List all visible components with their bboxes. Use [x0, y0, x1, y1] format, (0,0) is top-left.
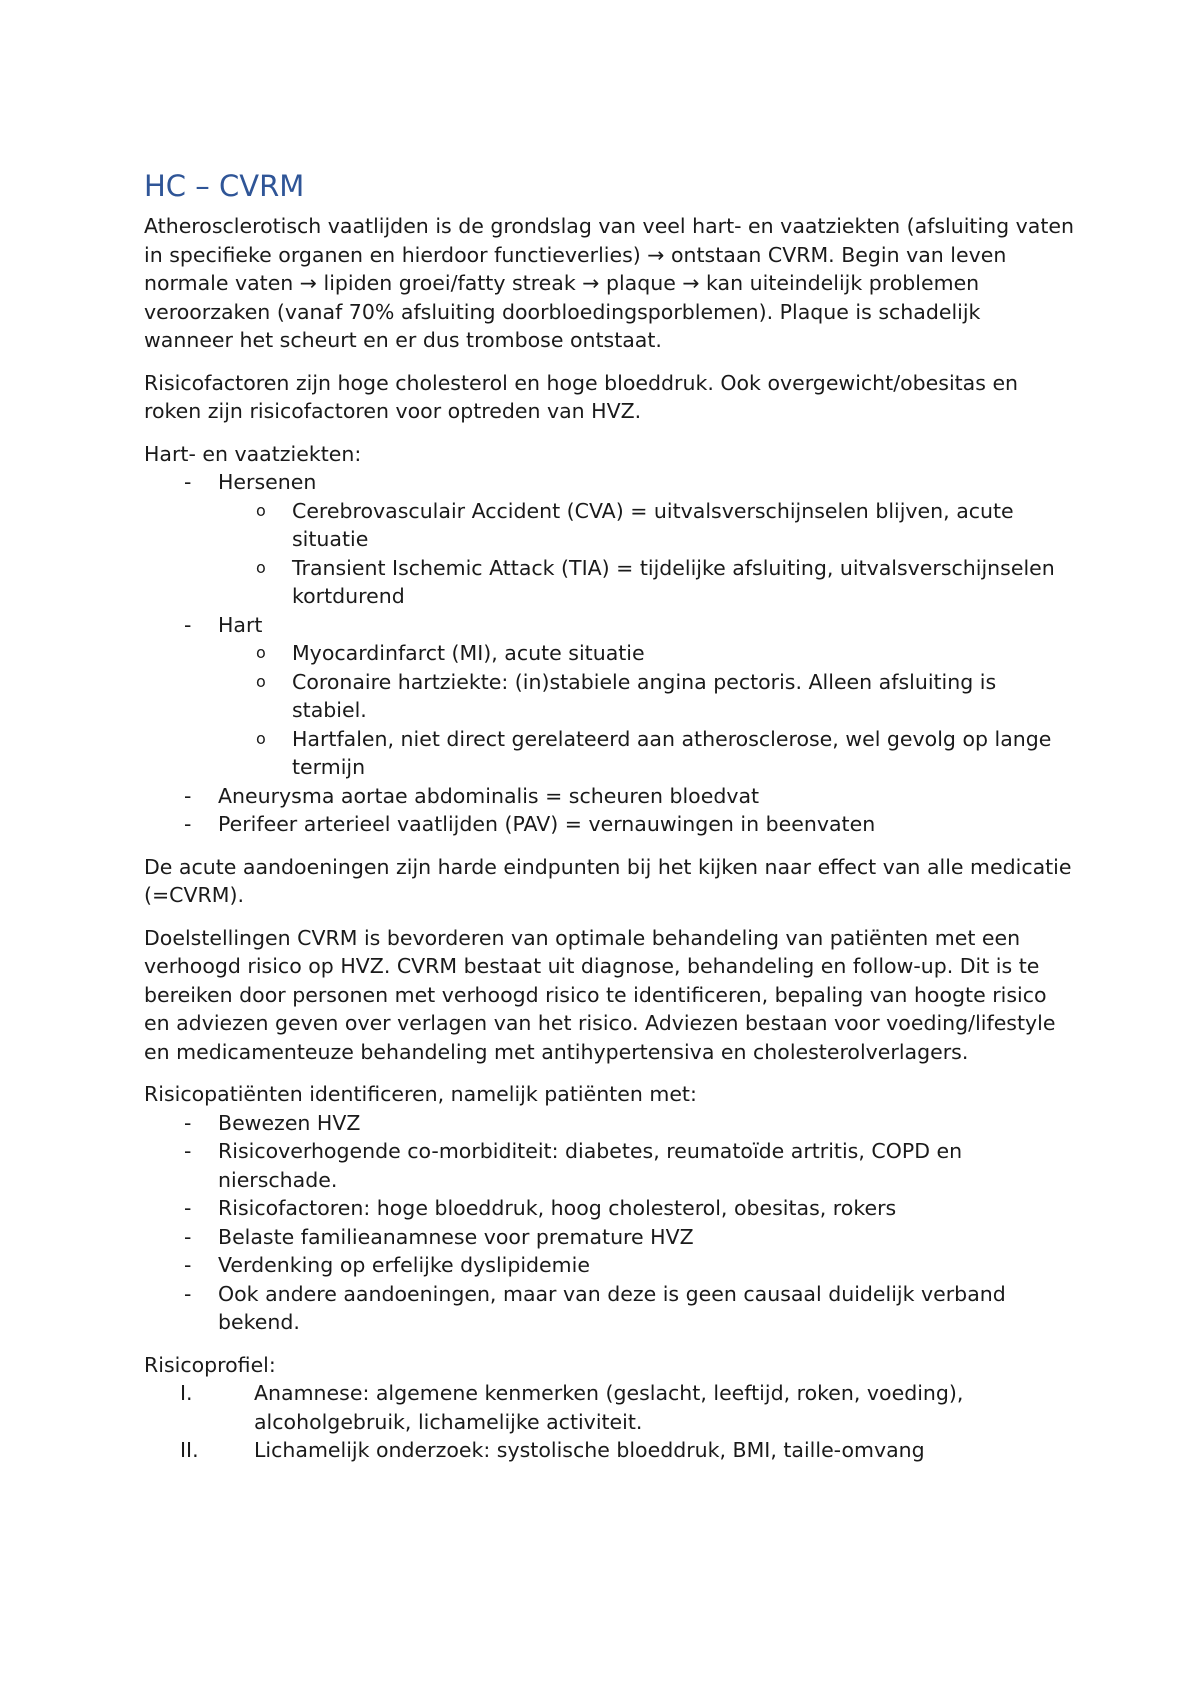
- circle-bullet: o: [256, 728, 266, 748]
- sub-list-wrapper: [144, 639, 1074, 782]
- dash-bullet: -: [184, 470, 192, 494]
- risk-profile-list: [144, 1379, 1074, 1465]
- circle-bullet: o: [256, 557, 266, 577]
- list-item: [144, 611, 1074, 640]
- list-item: [144, 810, 1074, 839]
- list-item-text: Myocardinfarct (MI), acute situatie: [292, 641, 645, 665]
- list-item-text: Transient Ischemic Attack (TIA) = tijdelijke afsluiting, uitvalsverschijnselen kortdurend: [292, 555, 1055, 608]
- circle-bullet: o: [256, 671, 266, 691]
- list-item-text: Verdenking op erfelijke dyslipidemie: [218, 1253, 590, 1277]
- dash-bullet: -: [184, 1110, 192, 1135]
- dash-bullet: -: [184, 1281, 192, 1306]
- dash-bullet: -: [184, 612, 192, 637]
- dash-bullet: -: [184, 783, 192, 808]
- list-item: [144, 1280, 1074, 1337]
- intro-paragraph: Atherosclerotisch vaatlijden is de grondslag van veel hart- en vaatziekten (afsluiting vaten in specifieke organen en hierdoor functieverlies) → ontstaan CVRM. Begin van leven normale vaten → lipiden groei/fatty streak → plaque → kan uiteindelijk problemen veroorzaken (vanaf 70% afsluiting doorbloedingsporblemen). Plaque is schadelijk wanneer het scheurt en er dus trombose ontstaat.: [144, 214, 1075, 352]
- list-item-text: Hersenen: [218, 470, 317, 494]
- list-item-text: Bewezen HVZ: [218, 1110, 361, 1135]
- acute-conditions-paragraph: De acute aandoeningen zijn harde eindpunten bij het kijken naar effect van alle medicatie (=CVRM).: [144, 854, 1072, 907]
- list-item: [144, 497, 1074, 554]
- list-item-text: Hart: [218, 612, 263, 637]
- list-item: [144, 782, 1074, 811]
- list-item: [144, 1194, 1074, 1223]
- list-item-text: Risicoverhogende co-morbiditeit: diabetes, reumatoïde artritis, COPD en nierschade.: [218, 1139, 963, 1192]
- hersenen-sub-list: [144, 497, 1074, 611]
- list-item: [144, 1223, 1074, 1252]
- list-item-text: Lichamelijk onderzoek: systolische bloeddruk, BMI, taille-omvang: [254, 1438, 925, 1462]
- list-item: [144, 554, 1074, 611]
- hart-sub-list: [144, 639, 1074, 782]
- list-item-text: Coronaire hartziekte: (in)stabiele angina pectoris. Alleen afsluiting is stabiel.: [292, 669, 997, 722]
- dash-bullet: -: [184, 1196, 192, 1220]
- list-item: [144, 668, 1074, 725]
- circle-bullet: o: [256, 500, 266, 520]
- list-item: [144, 468, 1074, 497]
- list-item: [144, 1109, 1074, 1138]
- list-item: [144, 1436, 1074, 1465]
- list-item: [144, 639, 1074, 668]
- list-item: [144, 725, 1074, 782]
- sub-list-wrapper: [144, 497, 1074, 611]
- dash-bullet: -: [184, 1253, 192, 1277]
- goals-paragraph: Doelstellingen CVRM is bevorderen van optimale behandeling van patiënten met een verhoogd risico op HVZ. CVRM bestaat uit diagnose, behandeling en follow-up. Dit is te bereiken door personen met verhoogd risico te identificeren, bepaling van hoogte risico en adviezen geven over verlagen van het risico. Adviezen bestaan voor voeding/lifestyle en medicamenteuze behandeling met antihypertensiva en cholesterolverlagers.: [144, 925, 1056, 1064]
- list-item: [144, 1379, 1074, 1436]
- dash-bullet: -: [184, 1224, 192, 1249]
- list-item-text: Perifeer arterieel vaatlijden (PAV) = vernauwingen in beenvaten: [218, 812, 876, 836]
- dash-bullet: -: [184, 1139, 192, 1163]
- list-item-text: Ook andere aandoeningen, maar van deze is geen causaal duidelijk verband bekend.: [218, 1281, 1006, 1334]
- list-item-text: Cerebrovasculair Accident (CVA) = uitvalsverschijnselen blijven, acute situatie: [292, 498, 1014, 551]
- list-item-text: Aneurysma aortae abdominalis = scheuren bloedvat: [218, 783, 760, 808]
- list-item: [144, 1137, 1074, 1194]
- circle-bullet: o: [256, 643, 266, 662]
- hvz-heading: Hart- en vaatziekten:: [144, 441, 362, 466]
- risk-profile-heading: Risicoprofiel:: [144, 1352, 276, 1377]
- risk-patients-list: [144, 1109, 1074, 1337]
- list-item-text: Belaste familieanamnese voor premature HVZ: [218, 1224, 694, 1249]
- roman-numeral: II.: [180, 1438, 199, 1462]
- dash-bullet: -: [184, 812, 192, 836]
- hvz-list: [144, 468, 1074, 839]
- list-item: [144, 1251, 1074, 1280]
- document-title: HC – CVRM: [144, 169, 305, 203]
- roman-numeral: I.: [180, 1381, 193, 1405]
- risk-patients-heading: Risicopatiënten identificeren, namelijk patiënten met:: [144, 1082, 697, 1106]
- list-item-text: Anamnese: algemene kenmerken (geslacht, leeftijd, roken, voeding), alcoholgebruik, lichamelijke activiteit.: [254, 1381, 964, 1434]
- list-item-text: Risicofactoren: hoge bloeddruk, hoog cholesterol, obesitas, rokers: [218, 1196, 897, 1220]
- risk-factors-paragraph: Risicofactoren zijn hoge cholesterol en hoge bloeddruk. Ook overgewicht/obesitas en roken zijn risicofactoren voor optreden van HVZ.: [144, 370, 1019, 423]
- document-content: [144, 168, 1074, 1479]
- list-item-text: Hartfalen, niet direct gerelateerd aan atherosclerose, wel gevolg op lange termijn: [292, 726, 1052, 779]
